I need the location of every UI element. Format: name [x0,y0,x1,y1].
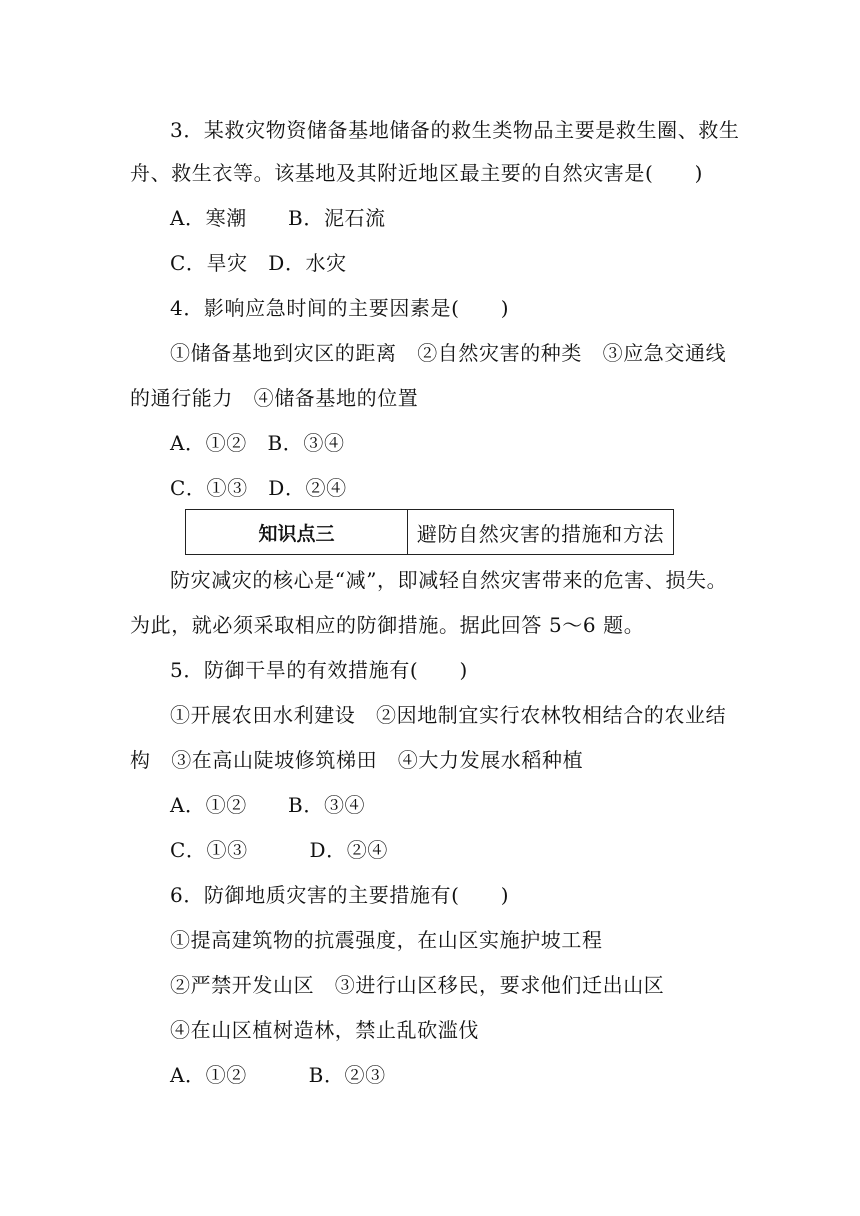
question-5-items-line-1: ①开展农田水利建设 ②因地制宜实行农林牧相结合的农业结 [170,703,727,727]
question-5-options-ab: A．①② B．③④ [170,793,366,817]
question-3-stem-line-1: 3．某救灾物资储备基地储备的救生类物品主要是救生圈、救生 [170,118,740,142]
question-5-items-line-2: 构 ③在高山陡坡修筑梯田 ④大力发展水稻种植 [130,748,584,772]
question-6-item-4: ④在山区植树造林，禁止乱砍滥伐 [170,1018,479,1042]
intro-line-2: 为此，就必须采取相应的防御措施。据此回答 5～6 题。 [130,613,645,637]
question-4-stem: 4．影响应急时间的主要因素是( ) [170,296,510,320]
knowledge-point-table [185,509,674,555]
question-4-options-cd: C．①③ D．②④ [170,476,347,500]
knowledge-point-title: 避防自然灾害的措施和方法 [416,521,665,546]
question-4-items-line-1: ①储备基地到灾区的距离 ②自然灾害的种类 ③应急交通线 [170,341,727,365]
question-6-stem: 6．防御地质灾害的主要措施有( ) [170,883,510,907]
question-6-items-2-3: ②严禁开发山区 ③进行山区移民，要求他们迁出山区 [170,973,665,997]
question-4-items-line-2: 的通行能力 ④储备基地的位置 [130,386,419,410]
question-3-options-ab: A．寒潮 B．泥石流 [170,206,386,230]
question-5-stem: 5．防御干旱的有效措施有( ) [170,658,468,682]
knowledge-point-label: 知识点三 [186,510,408,554]
question-6-item-1: ①提高建筑物的抗震强度，在山区实施护坡工程 [170,928,603,952]
question-3-options-cd: C．旱灾 D．水灾 [170,251,347,275]
question-3-stem-line-2: 舟、救生衣等。该基地及其附近地区最主要的自然灾害是( ) [130,161,704,185]
question-6-options-ab: A．①② B．②③ [170,1063,386,1087]
question-4-options-ab: A．①② B．③④ [170,431,345,455]
intro-line-1: 防灾减灾的核心是“减”，即减轻自然灾害带来的危害、损失。 [170,568,728,592]
question-5-options-cd: C．①③ D．②④ [170,838,388,862]
